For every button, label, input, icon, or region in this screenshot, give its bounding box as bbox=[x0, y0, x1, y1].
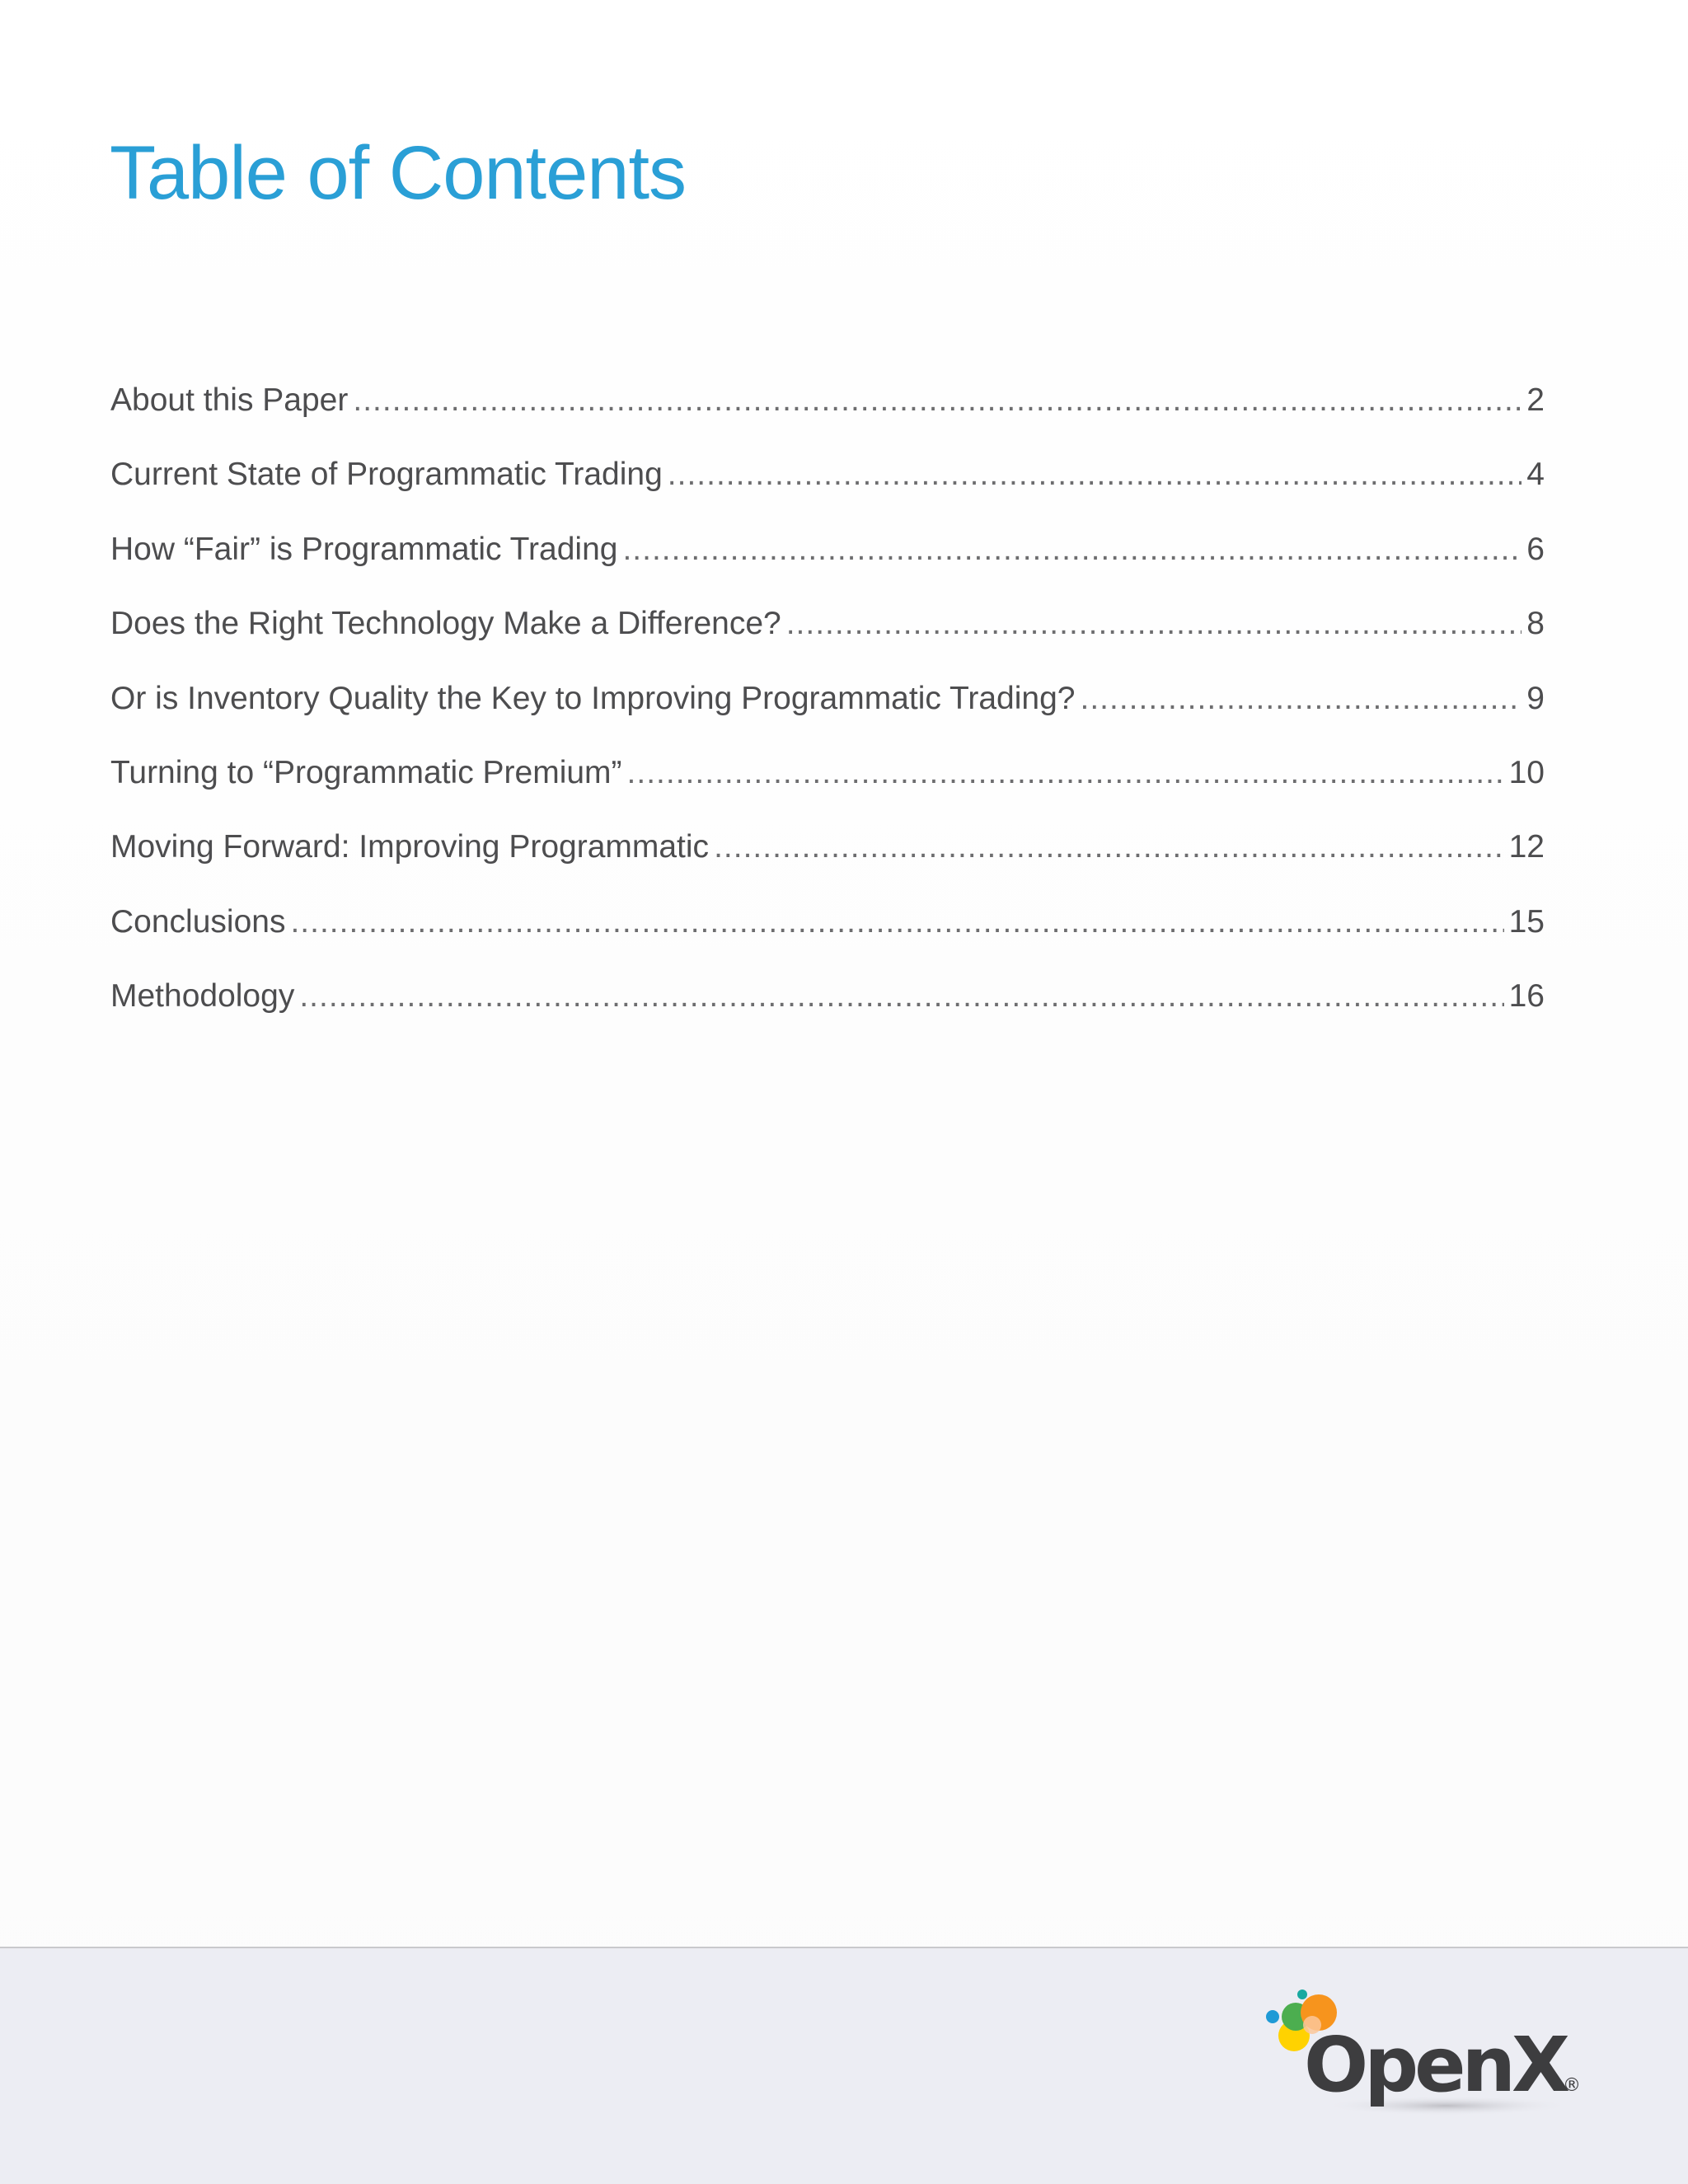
toc-entry-inventory-quality[interactable] bbox=[110, 676, 1545, 750]
toc-entry-programmatic-premium[interactable] bbox=[110, 750, 1545, 824]
toc-entry-title: Turning to “Programmatic Premium” bbox=[110, 754, 622, 790]
toc-entry-title: Conclusions bbox=[110, 903, 286, 940]
logo-dot-teal bbox=[1297, 1990, 1307, 1999]
toc-dot-leader bbox=[299, 973, 1503, 1019]
toc-entry-page: 16 bbox=[1508, 978, 1545, 1015]
toc-dot-leader bbox=[627, 750, 1504, 796]
toc-entry-page: 10 bbox=[1508, 754, 1545, 790]
toc-entry-page: 12 bbox=[1508, 829, 1545, 865]
toc-entry-title: Moving Forward: Improving Programmatic bbox=[110, 829, 710, 865]
toc-entry-about-this-paper[interactable] bbox=[110, 377, 1545, 452]
logo-registered-mark: ® bbox=[1563, 2075, 1581, 2096]
toc-entry-moving-forward[interactable] bbox=[110, 824, 1545, 898]
toc-dot-leader bbox=[290, 899, 1503, 945]
logo-wordmark: OpenX bbox=[1304, 2021, 1566, 2109]
toc-entry-title: Methodology bbox=[110, 978, 295, 1015]
toc-entry-page: 9 bbox=[1526, 680, 1545, 716]
toc-dot-leader bbox=[353, 377, 1522, 424]
toc-dot-leader bbox=[668, 452, 1522, 498]
toc-entry-conclusions[interactable] bbox=[110, 899, 1545, 973]
logo-dot-blue bbox=[1266, 2010, 1279, 2023]
toc-entry-right-technology[interactable] bbox=[110, 601, 1545, 675]
toc-entry-methodology[interactable] bbox=[110, 973, 1545, 1047]
toc-entry-page: 15 bbox=[1508, 903, 1545, 940]
toc-entry-title: About this Paper bbox=[110, 382, 349, 418]
toc-entry-title: Current State of Programmatic Trading bbox=[110, 457, 663, 493]
toc-entry-title: Or is Inventory Quality the Key to Improving Programmatic Trading? bbox=[110, 680, 1076, 716]
openx-logo bbox=[1261, 1982, 1591, 2130]
toc-entry-page: 4 bbox=[1526, 457, 1545, 493]
toc-dot-leader bbox=[1080, 676, 1522, 722]
toc-dot-leader bbox=[786, 601, 1522, 647]
toc-entry-page: 8 bbox=[1526, 606, 1545, 642]
toc-dot-leader bbox=[622, 527, 1522, 573]
toc-entry-current-state[interactable] bbox=[110, 452, 1545, 526]
toc-dot-leader bbox=[714, 824, 1504, 870]
toc-entry-title: Does the Right Technology Make a Difference? bbox=[110, 606, 781, 642]
toc-entry-page: 2 bbox=[1526, 382, 1545, 418]
toc-entry-title: How “Fair” is Programmatic Trading bbox=[110, 531, 618, 567]
table-of-contents bbox=[110, 377, 1545, 1048]
toc-entry-page: 6 bbox=[1526, 531, 1545, 567]
page-title: Table of Contents bbox=[110, 131, 687, 215]
toc-entry-how-fair[interactable] bbox=[110, 527, 1545, 601]
